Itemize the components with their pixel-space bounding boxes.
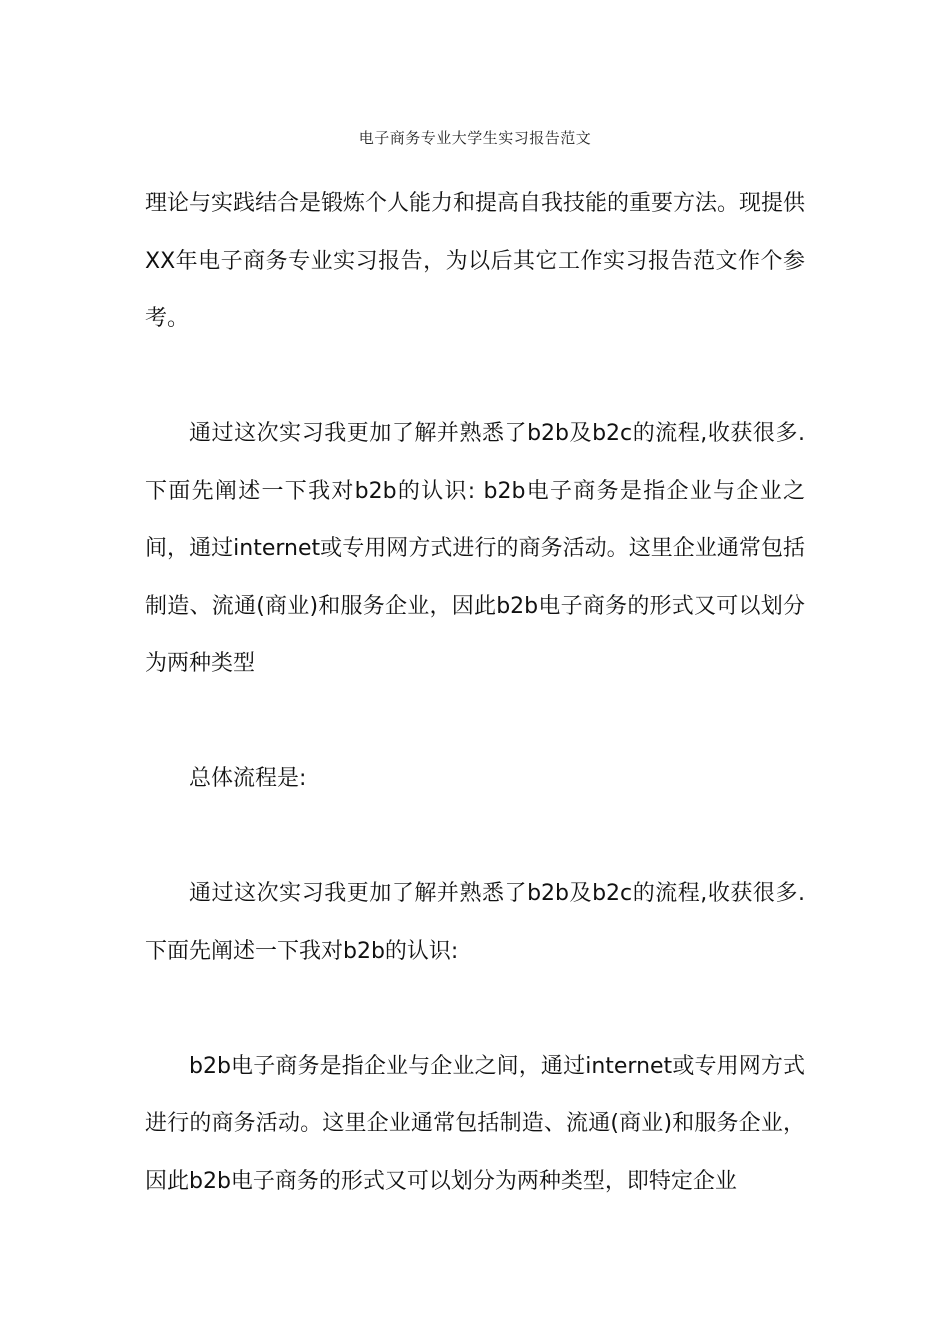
paragraph-process-heading: 总体流程是: — [189, 766, 307, 791]
page-header: 电子商务专业大学生实习报告范文 — [358, 129, 592, 147]
paragraph-b2b-intro: 通过这次实习我更加了解并熟悉了b2b及b2c的流程,收获很多.下面先阐述一下我对b2b的认识: — [145, 881, 805, 964]
paragraph-b2b-definition: b2b电子商务是指企业与企业之间，通过internet或专用网方式进行的商务活动。这里企业通常包括制造、流通(商业)和服务企业，因此b2b电子商务的形式又可以划分为两种类型，即特定企业 — [145, 1053, 805, 1194]
paragraph-intro: 理论与实践结合是锻炼个人能力和提高自我技能的重要方法。现提供XX年电子商务专业实习报告，为以后其它工作实习报告范文作个参考。 — [145, 191, 806, 331]
document-body — [145, 175, 805, 1210]
paragraph-b2b-overview: 通过这次实习我更加了解并熟悉了b2b及b2c的流程,收获很多.下面先阐述一下我对b2b的认识: b2b电子商务是指企业与企业之间，通过internet或专用网方式进行的商务活动。这里企业通常包括制造、流通(商业)和服务企业，因此b2b电子商务的形式又可以划分为两种类型 — [145, 421, 805, 676]
